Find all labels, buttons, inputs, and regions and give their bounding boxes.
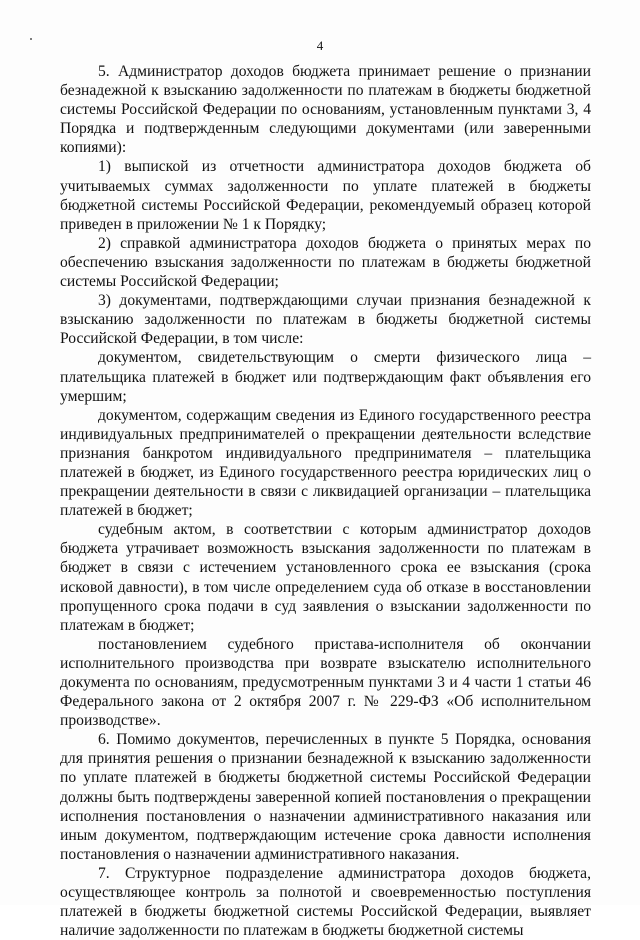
page-number: 4 [316, 38, 324, 53]
paragraph-5-intro: 5. Администратор доходов бюджета принимает решение о признании безнадежной к взысканию задолженности по платежам в бюджеты бюджетной системы Российской Федерации по основаниям, установленным пунктами 3, 4 Порядка и подтвержденным следующими документами (или заверенными копиями): [60, 63, 591, 157]
paragraph-registry-document: документом, содержащим сведения из Единого государственного реестра индивидуальных предпринимателей о прекращении деятельности вследствие признания банкротом индивидуального предпринимателя – плательщика платежей в бюджет, из Единого государственного реестра юридических лиц о прекращении деятельности в связи с ликвидацией организации – плательщика платежей в бюджет; [60, 406, 591, 520]
paragraph-court-act: судебным актом, в соответствии с которым администратор доходов бюджета утрачивает возможность взыскания задолженности по платежам в бюджет в связи с истечением установленного срока ее взыскания (срока исковой давности), в том числе определением суда об отказе в восстановлении пропущенного срока подачи в суд заявления о взыскании задолженности по платежам в бюджет; [60, 521, 591, 634]
paragraph-5-item-1: 1) выпиской из отчетности администратора доходов бюджета об учитываемых суммах задолженности по уплате платежей в бюджеты бюджетной системы Российской Федерации, рекомендуемый образец которой приведен в приложении № 1 к Порядку; [60, 158, 591, 233]
paragraph-6: 6. Помимо документов, перечисленных в пункте 5 Порядка, основания для принятия решения о признании безнадежной к взысканию задолженности по уплате платежей в бюджеты бюджетной системы Российской Федерации должны быть подтверждены заверенной копией постановления о прекращении исполнения постановления о назначении административного наказания или иным документом, подтверждающим истечение срока давности исполнения постановления о назначении административного наказания. [60, 731, 591, 863]
document-body [60, 62, 591, 940]
paragraph-5-item-2: 2) справкой администратора доходов бюджета о принятых мерах по обеспечению взыскания задолженности по платежам в бюджеты бюджетной системы Российской Федерации; [60, 234, 591, 291]
paragraph-5-item-3: 3) документами, подтверждающими случаи признания безнадежной к взысканию задолженности по платежам в бюджеты бюджетной системы Российской Федерации, в том числе: [60, 292, 591, 348]
paragraph-death-document: документом, свидетельствующим о смерти физического лица – плательщика платежей в бюджет или подтверждающим факт объявления его умершим; [60, 349, 591, 405]
paragraph-bailiff-resolution: постановлением судебного пристава-исполнителя об окончании исполнительного производства при возврате взыскателю исполнительного документа по основаниям, предусмотренным пунктами 3 и 4 части 1 статьи 46 Федерального закона от 2 октября 2007 г. № 229-ФЗ «Об исполнительном производстве». [60, 635, 591, 730]
paragraph-7: 7. Структурное подразделение администратора доходов бюджета, осуществляющее контроль за полнотой и своевременностью поступления платежей в бюджеты бюджетной системы Российской Федерации, выявляет наличие задолженности по платежам в бюджеты бюджетной системы [60, 864, 591, 940]
